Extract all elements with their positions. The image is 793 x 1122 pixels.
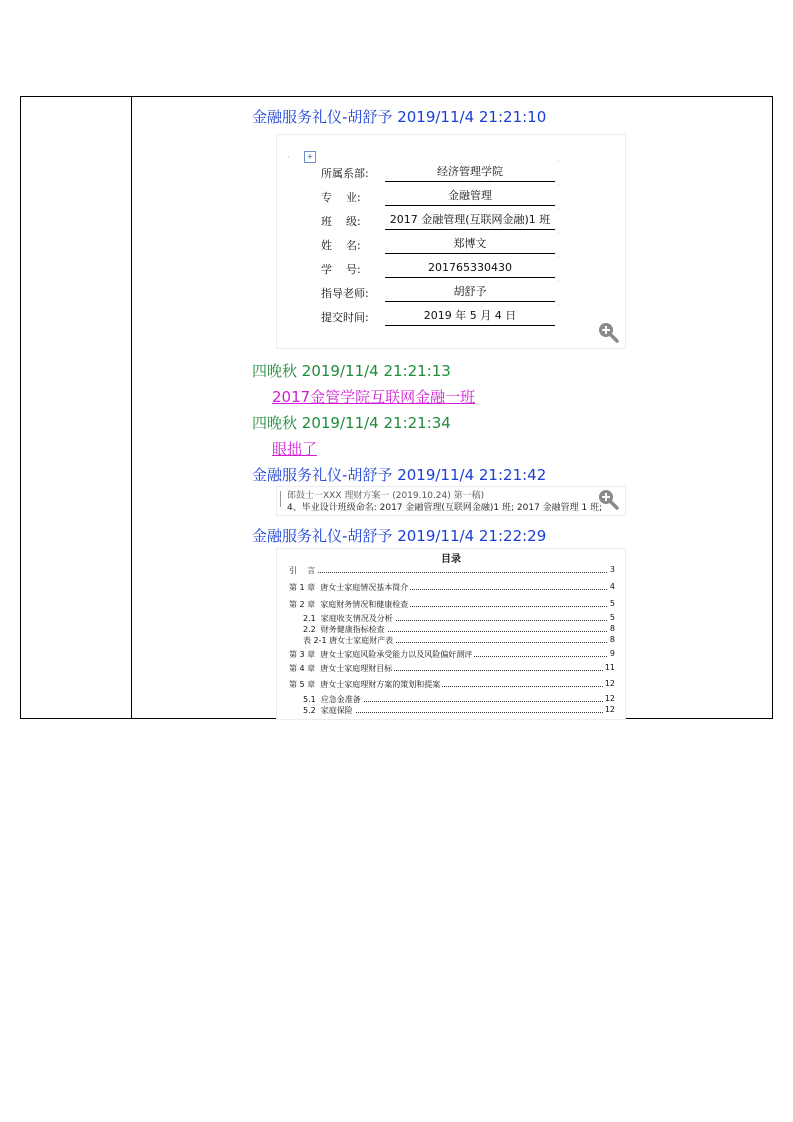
excerpt-image[interactable] bbox=[277, 487, 625, 515]
form-row bbox=[321, 231, 571, 255]
zoom-in-icon[interactable] bbox=[597, 321, 619, 343]
message-header bbox=[252, 525, 546, 546]
toc-entry bbox=[289, 582, 615, 594]
timestamp: 2019/11/4 21:21:42 bbox=[397, 466, 547, 484]
cell-mark: ˙ bbox=[557, 303, 561, 312]
sender-name: 金融服务礼仪-胡舒予 bbox=[252, 466, 393, 484]
form-row bbox=[321, 279, 571, 303]
cell-mark: ˙ bbox=[557, 159, 561, 168]
toc-entry bbox=[289, 649, 615, 661]
form-label: 指导老师: bbox=[321, 287, 369, 300]
toc-entry bbox=[289, 565, 615, 577]
toc-label: 5.1 应急金准备 bbox=[303, 695, 361, 704]
form-label: 姓 名: bbox=[321, 239, 361, 252]
toc-title: 目录 bbox=[441, 554, 461, 565]
toc-page-number: 11 bbox=[604, 663, 615, 672]
toc-page-number: 8 bbox=[609, 635, 615, 644]
toc-page-number: 5 bbox=[609, 613, 615, 622]
message-header bbox=[252, 360, 451, 381]
sender-name: 金融服务礼仪-胡舒予 bbox=[252, 527, 393, 545]
toc-label: 引 言 bbox=[289, 566, 316, 575]
message-header bbox=[252, 106, 546, 127]
message-header bbox=[252, 464, 546, 485]
form-label: 所属系部: bbox=[321, 167, 369, 180]
form-value: 经济管理学院 bbox=[385, 163, 555, 182]
form-label: 提交时间: bbox=[321, 311, 369, 324]
form-label: 学 号: bbox=[321, 263, 361, 276]
sender-name: 金融服务礼仪-胡舒予 bbox=[252, 108, 393, 126]
toc-entry bbox=[289, 663, 615, 675]
excerpt-line: 4、毕业设计班级命名: 2017 金融管理(互联网金融)1 班; 2017 金融管理 1 班; bbox=[287, 503, 603, 513]
toc-page-number: 5 bbox=[609, 599, 615, 608]
message-header bbox=[252, 412, 451, 433]
form-label: 专 业: bbox=[321, 191, 361, 204]
toc-label: 5.2 家庭保险 bbox=[303, 706, 353, 715]
timestamp: 2019/11/4 21:21:13 bbox=[301, 362, 451, 380]
toc-label: 第 2 章 家庭财务情况和健康检查 bbox=[289, 600, 409, 609]
form-value: 胡舒予 bbox=[385, 283, 555, 302]
form-value: 郑博文 bbox=[385, 235, 555, 254]
cell-mark: ˙ bbox=[557, 279, 561, 288]
message-text-link[interactable]: 眼拙了 bbox=[272, 440, 318, 458]
table-anchor-icon: + bbox=[304, 151, 316, 163]
toc-page-number: 12 bbox=[604, 694, 615, 703]
form-value: 金融管理 bbox=[385, 187, 555, 206]
form-row bbox=[321, 159, 571, 183]
toc-label: 第 3 章 唐女士家庭风险承受能力以及风险偏好测评 bbox=[289, 650, 473, 659]
cover-form-image[interactable]: · + 所属系部: 经济管理学院 ˙ 专 业: 金融管理 ˙ 班 级: 2017 金融管理(互联网金融)1 班 ˙ 姓 名: 郑博文 ˙ 学 号: 201765330430 ˙ 指导老师: 胡舒予 ˙ 提交时间: 2019 年 5 月 4 日 ˙ bbox=[277, 135, 625, 348]
toc-label: 第 1 章 唐女士家庭情况基本简介 bbox=[289, 583, 409, 592]
toc-label: 2.2 财务健康指标检查 bbox=[303, 625, 385, 634]
toc-entry bbox=[289, 599, 615, 611]
toc-label: 2.1 家庭收支情况及分析 bbox=[303, 614, 393, 623]
sender-name: 四晚秋 bbox=[252, 362, 298, 380]
timestamp: 2019/11/4 21:21:34 bbox=[301, 414, 451, 432]
form-value: 201765330430 bbox=[385, 259, 555, 278]
toc-entry bbox=[303, 705, 615, 717]
cell-mark: ˙ bbox=[557, 207, 561, 216]
toc-page-number: 12 bbox=[604, 705, 615, 714]
toc-leader bbox=[323, 712, 607, 713]
toc-page-number: 4 bbox=[609, 582, 615, 591]
timestamp: 2019/11/4 21:21:10 bbox=[397, 108, 547, 126]
toc-label: 第 5 章 唐女士家庭理财方案的策划和提案 bbox=[289, 680, 441, 689]
toc-page-number: 8 bbox=[609, 624, 615, 633]
toc-label: 表 2-1 唐女士家庭财产表 bbox=[303, 636, 394, 645]
cell-mark: ˙ bbox=[557, 231, 561, 240]
form-value: 2017 金融管理(互联网金融)1 班 bbox=[385, 211, 555, 230]
form-label: 班 级: bbox=[321, 215, 361, 228]
zoom-in-icon[interactable] bbox=[597, 488, 619, 510]
cell-mark: ˙ bbox=[557, 183, 561, 192]
form-row bbox=[321, 255, 571, 279]
message-text-link[interactable]: 2017金管学院互联网金融一班 bbox=[272, 388, 476, 406]
toc-page-number: 3 bbox=[609, 565, 615, 574]
cell-mark: ˙ bbox=[557, 255, 561, 264]
toc-entry bbox=[303, 635, 615, 647]
column-divider bbox=[131, 97, 132, 718]
toc-entry bbox=[289, 679, 615, 691]
form-row bbox=[321, 183, 571, 207]
toc-leader bbox=[309, 572, 607, 573]
form-value: 2019 年 5 月 4 日 bbox=[385, 307, 555, 326]
timestamp: 2019/11/4 21:22:29 bbox=[397, 527, 547, 545]
toc-page-number: 12 bbox=[604, 679, 615, 688]
form-row bbox=[321, 207, 571, 231]
excerpt-line: 郎鼓士一XXX 理财方案一 (2019.10.24) 第一稿) bbox=[287, 491, 485, 501]
toc-page-number: 9 bbox=[609, 649, 615, 658]
toc-leader bbox=[323, 701, 607, 702]
sender-name: 四晚秋 bbox=[252, 414, 298, 432]
toc-label: 第 4 章 唐女士家庭理财目标 bbox=[289, 664, 393, 673]
toc-image[interactable] bbox=[277, 549, 625, 719]
form-row bbox=[321, 303, 571, 327]
